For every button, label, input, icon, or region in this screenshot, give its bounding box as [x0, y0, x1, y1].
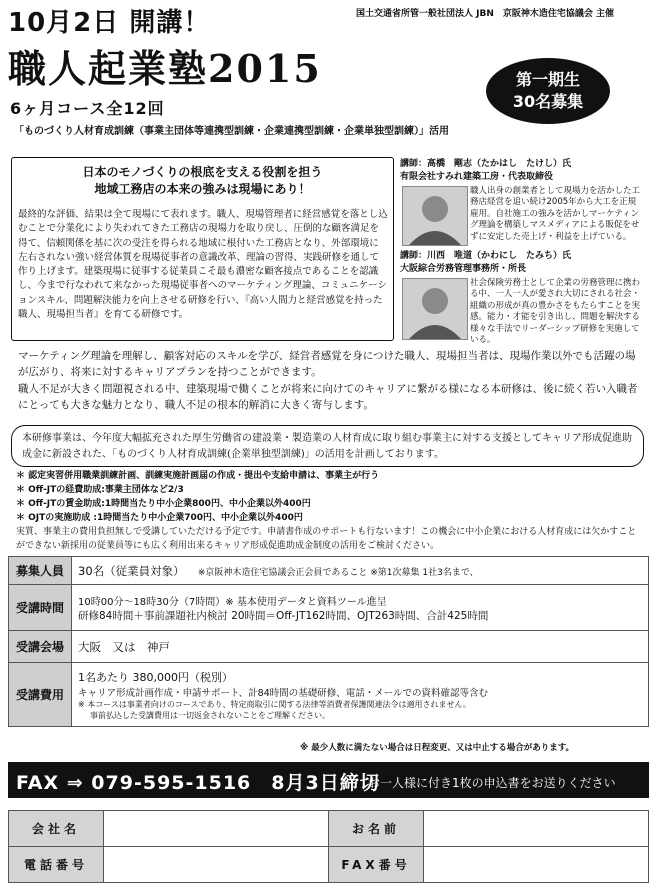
intro-heading-2: 地域工務店の本来の強みは現場にあり！ — [94, 181, 311, 196]
recruit-label: 募集人員 — [9, 557, 72, 585]
recruit-note: ※京阪神木造住宅協議会正会員であること ※第1次募集 1社3名まで、 — [197, 567, 479, 578]
bullet-3: ＊ Off-JTの賃金助成:1時間当たり中小企業800円、中小企業以外400円 — [16, 498, 311, 509]
hours-line2: 研修84時間＋事前課題社内検討 20時間＝Off-JT162時間、OJT263時間、合計425時間 — [78, 609, 489, 622]
lecturer-1-photo — [402, 186, 468, 246]
lead-paragraph-1: マーケティング理論を理解し、顧客対応のスキルを学び、経営者感覚を身につけた職人、現場担当者は、現場作業以外でも活躍の場が広がり、将来に対するキャリアプランを持つことができます。 — [18, 350, 636, 379]
fee-line3: ※ 本コースは事業者向けのコースであり、特定商取引に関する法律等消費者保護関連法令は適用されません。 — [78, 699, 471, 709]
name-field[interactable] — [424, 811, 649, 847]
organizer: 国土交通省所管一般社団法人 JBN 京阪神木造住宅協議会 主催 — [356, 9, 615, 19]
company-field[interactable] — [104, 811, 329, 847]
phone-label: 電話番号 — [9, 847, 104, 883]
lecturer-1-name: 講師：高橋 剛志（たかはし たけし）氏 — [400, 159, 572, 169]
lecturer-1-org: 有限会社すみれ建築工房・代表取締役 — [400, 172, 554, 183]
bullet-4: ＊ OJTの実施助成 :1時間当たり中小企業700円、中小企業以外400円 — [16, 512, 303, 523]
phone-field[interactable] — [104, 847, 329, 883]
badge-line2: 30名募集 — [512, 92, 584, 111]
lecturer-2-desc: 社会保険労務士として企業の労務管理に携わる中、一人一人が愛され大切にされる社会・組織の形成が真の豊かさをもたらすことを実感。能力・才能を引き出し、問題を解決する様々な手法でリーダーシップ研修を実施している。 — [470, 278, 641, 346]
recruit-value — [72, 557, 649, 585]
person-icon — [403, 187, 467, 245]
person-icon — [403, 279, 467, 339]
intro-heading-1: 日本のモノづくりの根底を支える役割を担う — [82, 165, 323, 179]
fee-line1: 1名あたり 380,000円（税別） — [78, 670, 233, 684]
bullet-1: ＊ 認定実習併用職業訓練計画、訓練実施計画届の作成・提出や支給申請は、事業主が行う — [16, 471, 380, 481]
company-label: 会社名 — [9, 811, 104, 847]
hours-label: 受講時間 — [9, 585, 72, 631]
lead-paragraph-2: 職人不足が大きく問題視される中、建築現場で働くことが将来に向けてのキャリアに繋がる様になる本研修は、後に続く若い入職者にとっても大きな魅力となり、職人不足の根本的解消に大きく寄与します。 — [18, 382, 638, 411]
application-form — [8, 810, 649, 883]
info-row-recruit — [9, 557, 649, 585]
hours-value — [72, 585, 649, 631]
name-label: お名前 — [329, 811, 424, 847]
lead-text — [18, 348, 640, 413]
intro-body: 最終的な評価、結果は全て現場にて表れます。職人、現場管理者に経営感覚を落とし込むことで分業化により失われてきた工務店の現場力を取り戻し、圧倒的な顧客満足を得て、信頼関係を基に次の受注を得られる地域に根付いた工務店となり、外部環境に左右されない強い経営体質を現場従事者の意識改革、理論の習得、実践研修を通して作り上げます。建築現場に従事する従業員こそ最も濃密な顧客接点であることを認識し、今まで行なわれて来なかった現場従事者へのマーケティング理論、コミュニケーションスキル、問題解決能力を向上させる研修を行い、『高い人間力と経営感覚を持った職人、現場担当者』を育てる研修です。 — [18, 209, 388, 320]
venue-label: 受講会場 — [9, 631, 72, 663]
bullet-list — [16, 470, 641, 554]
lecturer-1-desc: 職人出身の創業者として現場力を活かした工務店経営を追い続け2005年から大工を正規雇用。自社施工の強みを活かしマーケティング理論を構築しマスメディアによる販促をせずに安定した売上げ・利益を上げている。 — [470, 186, 641, 242]
lecturer-2-header — [400, 250, 650, 276]
lecturer-2-photo — [402, 278, 468, 340]
info-table — [8, 556, 649, 727]
fee-value — [72, 663, 649, 727]
fax-field[interactable] — [424, 847, 649, 883]
fee-label: 受講費用 — [9, 663, 72, 727]
info-row-hours — [9, 585, 649, 631]
form-row-1 — [9, 811, 649, 847]
info-row-fee — [9, 663, 649, 727]
form-row-2 — [9, 847, 649, 883]
lecturer-2-org: 大阪綜合労務管理事務所・所長 — [400, 264, 527, 275]
info-row-venue — [9, 631, 649, 663]
recruit-badge — [486, 58, 610, 124]
venue-value: 大阪 又は 神戸 — [72, 631, 649, 663]
intro-heading — [25, 164, 380, 198]
hours-line1: 10時00分～18時30分（7時間）※ 基本使用データと資料ツール進呈 — [78, 596, 387, 608]
course-title: 職人起業塾2015 — [8, 46, 322, 91]
subsidy-note: 「ものづくり人材育成訓練（事業主団体等連携型訓練・企業連携型訓練・企業単独型訓練）」活用 — [14, 126, 449, 137]
open-date: 10月2日 開講！ — [8, 8, 211, 38]
fax-label: FAX番号 — [329, 847, 424, 883]
course-length: 6ヶ月コース全12回 — [10, 99, 165, 118]
fax-message: お一人様に付き1枚の申込書をお送りください — [368, 776, 616, 790]
footnote: ※ 最少人数に満たない場合は日程変更、又は中止する場合があります。 — [300, 743, 575, 753]
fee-line2: キャリア形成計画作成・申請サポート、計84時間の基礎研修、電話・メールでの資料確認等含む — [78, 687, 489, 699]
fee-line4: 事前払込した受講費用は一切返金されないことをご理解ください。 — [90, 710, 330, 720]
support-box: 本研修事業は、今年度大幅拡充された厚生労働省の建設業・製造業の人材育成に取り組む事業主に対する支援としてキャリア形成促進助成金に新設された、「ものづくり人材育成訓練(企業単独型訓練)」の活用を計画しております。 — [11, 425, 644, 467]
fax-number: FAX ⇒ 079-595-1516 8月3日締切 — [16, 772, 380, 794]
bullet-2: ＊ Off-JTの経費助成:事業主団体など2/3 — [16, 484, 184, 495]
badge-line1: 第一期生 — [515, 70, 580, 90]
lecturer-1-header — [400, 158, 650, 184]
bullet-note: 実質、事業主の費用負担無しで受講していただける予定です。申請書作成のサポートも行ないます！この機会に中小企業における人材育成には欠かすことができない新採用の従業員等にも広く利用出来るキャリア形成促進助成金制度の活用をご検討ください。 — [16, 526, 637, 551]
recruit-main: 30名（従業員対象） — [78, 563, 185, 578]
lecturer-2-name: 講師：川西 唯道（かわにし たみち）氏 — [400, 251, 572, 261]
